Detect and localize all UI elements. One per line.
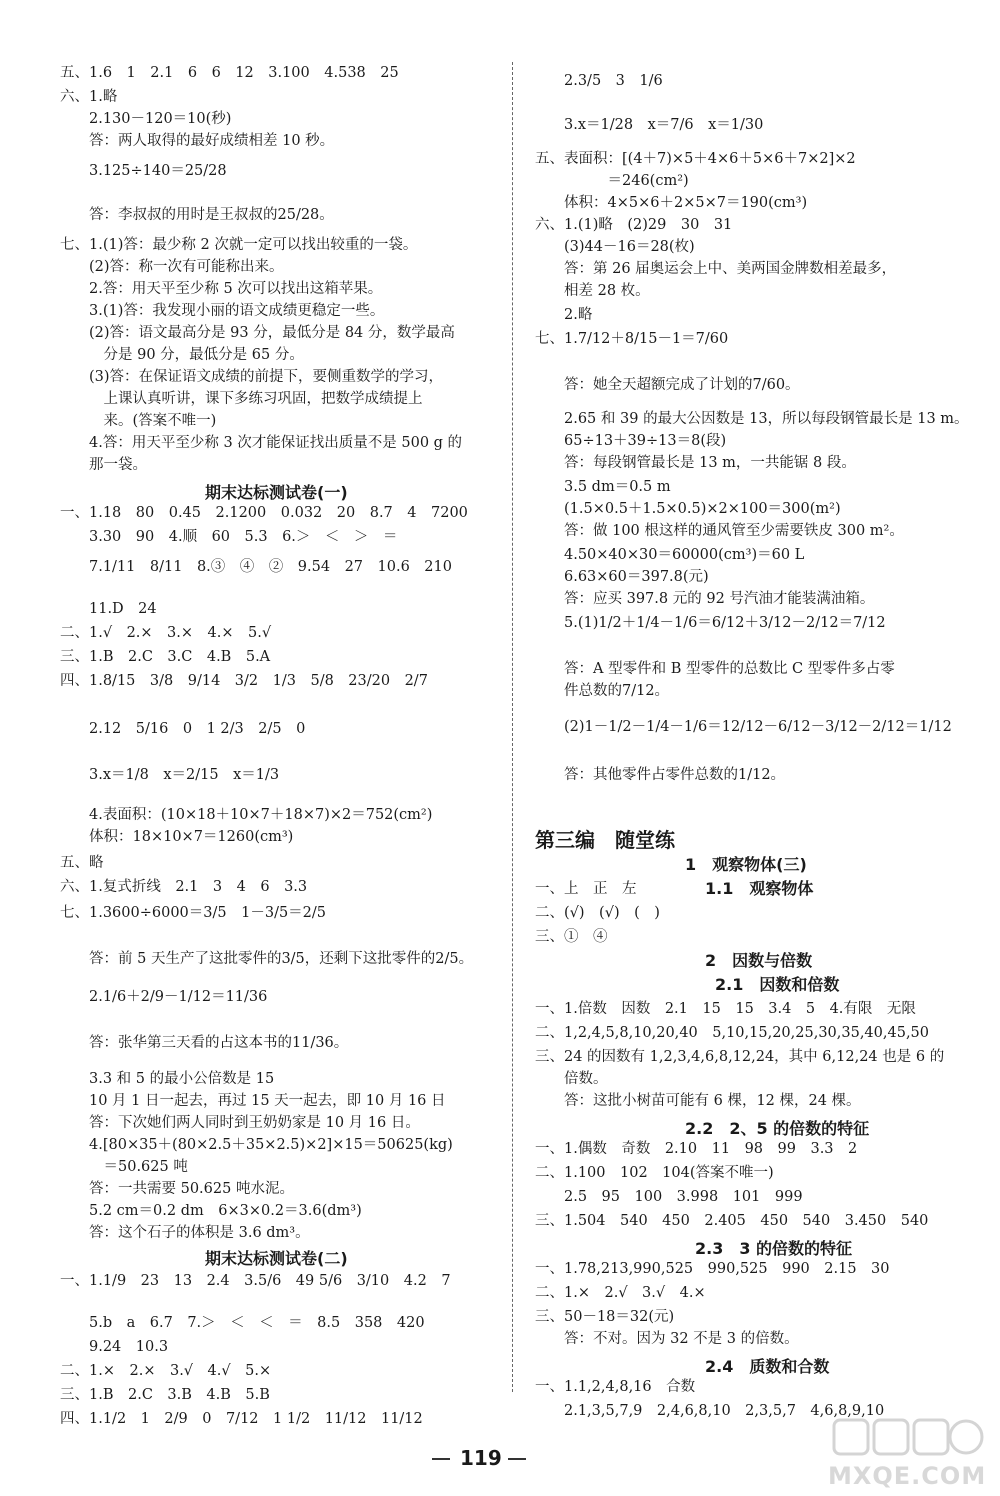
answer-line: 答：她全天超额完成了计划的7/60。 [535,377,800,393]
page-number-dash-right [508,1458,526,1460]
page-number: 119 [460,1446,502,1470]
answer-line: 答：A 型零件和 B 型零件的总数比 C 型零件多占零 [535,661,895,677]
answer-line: 答：其他零件占零件总数的1/12。 [535,767,786,783]
answer-line: 相差 28 枚。 [535,283,650,299]
section-title: 2.4 质数和合数 [705,1357,830,1376]
answer-line: 2.略 [535,307,593,323]
answer-line: 答：这个石子的体积是 3.6 dm³。 [60,1225,310,1241]
answer-line: 那一袋。 [60,457,147,473]
answer-line: 二、1.100 102 104(答案不唯一) [535,1165,774,1181]
answer-line: 一、1.18 80 0.45 2.1200 0.032 20 8.7 4 7200 [60,505,468,521]
answer-line: (3)答：在保证语文成绩的前提下，要侧重数学的学习， [60,369,444,385]
answer-line: 3.x＝1/28 x＝7/6 x＝1/30 [535,117,764,133]
watermark-text: MXQE.COM [828,1462,987,1490]
answer-line: 分是 90 分，最低分是 65 分。 [60,347,304,363]
answer-line: 3.x＝1/8 x＝2/15 x＝1/3 [60,767,280,783]
section-title: 1.1 观察物体 [705,879,814,898]
answer-line: 二、1,2,4,5,8,10,20,40 5,10,15,20,25,30,35,40,45,50 [535,1025,930,1041]
answer-line: 2.1/6＋2/9－1/12＝11/36 [60,989,268,1005]
answer-line: 二、1.× 2.× 3.√ 4.√ 5.× [60,1363,272,1379]
answer-line: (2)1－1/2－1/4－1/6＝12/12－6/12－3/12－2/12＝1/12 [535,719,952,735]
answer-line: 2.12 5/16 0 1 2/3 2/5 0 [60,721,306,737]
answer-line: 五、1.6 1 2.1 6 6 12 3.100 4.538 25 [60,65,399,81]
answer-line: 答：前 5 天生产了这批零件的3/5，还剩下这批零件的2/5。 [60,951,474,967]
answer-line: 五、表面积：[(4＋7)×5＋4×6＋5×6＋7×2]×2 [535,151,856,167]
answer-line: (2)答：语文最高分是 93 分，最低分是 84 分，数学最高 [60,325,455,341]
answer-line: 件总数的7/12。 [535,683,670,699]
page-number-dash-left [432,1458,450,1460]
answer-line: 答：下次她们两人同时到王奶奶家是 10 月 16 日。 [60,1115,420,1131]
answer-line: 二、(√) (√) ( ) [535,905,660,921]
answer-line: 4.答：用天平至少称 3 次才能保证找出质量不是 500 g 的 [60,435,463,451]
answer-line: 3.30 90 4.顺 60 5.3 6.＞ ＜ ＞ ＝ [60,529,398,545]
column-divider [512,62,513,1392]
answer-line: 六、1.复式折线 2.1 3 4 6 3.3 [60,879,308,895]
answer-line: 三、1.B 2.C 3.C 4.B 5.A [60,649,271,665]
answer-line: 答：李叔叔的用时是王叔叔的25/28。 [60,207,334,223]
answer-line: 七、1.3600÷6000＝3/5 1－3/5＝2/5 [60,905,327,921]
answer-line: 三、1.B 2.C 3.B 4.B 5.B [60,1387,270,1403]
section-title: 2 因数与倍数 [705,951,813,970]
answer-line: 答：做 100 根这样的通风管至少需要铁皮 300 m²。 [535,523,904,539]
answer-line: 3.(1)答：我发现小丽的语文成绩更稳定一些。 [60,303,385,319]
answer-line: 3.125÷140＝25/28 [60,163,227,179]
section-title: 2.1 因数和倍数 [715,975,840,994]
answer-line: 3.3 和 5 的最小公倍数是 15 [60,1071,275,1087]
answer-line: 三、1.504 540 450 2.405 450 540 3.450 540 [535,1213,929,1229]
answer-line: 一、1.1/9 23 13 2.4 3.5/6 49 5/6 3/10 4.2 7 [60,1273,451,1289]
answer-line: 四、1.8/15 3/8 9/14 3/2 1/3 5/8 23/20 2/7 [60,673,428,689]
section-title: 期末达标测试卷(一) [205,483,348,502]
answer-line: 上课认真听讲，课下多练习巩固，把数学成绩提上 [60,391,423,407]
section-title: 2.3 3 的倍数的特征 [695,1239,853,1258]
answer-line: 三、① ④ [535,929,608,945]
answer-line: 65÷13＋39÷13＝8(段) [535,433,727,449]
answer-line: 答：一共需要 50.625 吨水泥。 [60,1181,294,1197]
answer-line: 4.表面积：(10×18＋10×7＋18×7)×2＝752(cm²) [60,807,433,823]
answer-line: 答：不对。因为 32 不是 3 的倍数。 [535,1331,799,1347]
answer-line: 2.65 和 39 的最大公因数是 13，所以每段钢管最长是 13 m。 [535,411,969,427]
answer-line: 三、24 的因数有 1,2,3,4,6,8,12,24，其中 6,12,24 也是 6 的 [535,1049,945,1065]
answer-line: 5.b a 6.7 7.＞ ＜ ＜ ＝ 8.5 358 420 [60,1315,425,1331]
answer-line: 6.63×60＝397.8(元) [535,569,709,585]
answer-line: 4.[80×35＋(80×2.5＋35×2.5)×2]×15＝50625(kg) [60,1137,453,1153]
answer-line: (3)44－16＝28(枚) [535,239,695,255]
answer-line: 五、略 [60,855,104,871]
answer-line: 2.3/5 3 1/6 [535,73,663,89]
answer-line: 9.24 10.3 [60,1339,169,1355]
answer-line: ＝246(cm²) [535,173,689,189]
answer-line: (2)答：称一次有可能称出来。 [60,259,284,275]
section-title: 1 观察物体(三) [685,855,807,874]
answer-line: 2.答：用天平至少称 5 次可以找出这箱苹果。 [60,281,383,297]
section-title: 期末达标测试卷(二) [205,1249,348,1268]
answer-line: 2.5 95 100 3.998 101 999 [535,1189,803,1205]
answer-line: 三、50－18＝32(元) [535,1309,675,1325]
answer-line: 一、1.偶数 奇数 2.10 11 98 99 3.3 2 [535,1141,858,1157]
answer-line: 3.5 dm＝0.5 m [535,479,671,495]
answer-line: 六、1.(1)略 (2)29 30 31 [535,217,733,233]
answer-line: 六、1.略 [60,89,118,105]
section-title: 2.2 2、5 的倍数的特征 [685,1119,870,1138]
answer-line: 10 月 1 日一起去，再过 15 天一起去，即 10 月 16 日 [60,1093,446,1109]
answer-line: 答：每段钢管最长是 13 m，一共能锯 8 段。 [535,455,856,471]
answer-line: 体积：18×10×7＝1260(cm³) [60,829,294,845]
answer-line: 7.1/11 8/11 8.③ ④ ② 9.54 27 10.6 210 [60,559,452,575]
answer-line: 倍数。 [535,1071,608,1087]
answer-line: 二、1.× 2.√ 3.√ 4.× [535,1285,706,1301]
answer-line: 答：第 26 届奥运会上中、美两国金牌数相差最多， [535,261,897,277]
answer-line: 七、1.(1)答：最少称 2 次就一定可以找出较重的一袋。 [60,237,418,253]
answer-line: 一、1.倍数 因数 2.1 15 15 3.4 5 4.有限 无限 [535,1001,916,1017]
answer-line: 体积：4×5×6＋2×5×7＝190(cm³) [535,195,808,211]
section-title: 第三编 随堂练 [535,828,675,852]
answer-line: 答：这批小树苗可能有 6 棵，12 棵，24 棵。 [535,1093,861,1109]
answer-line: 2.130－120＝10(秒) [60,111,232,127]
answer-line: 七、1.7/12＋8/15－1＝7/60 [535,331,729,347]
answer-line: 一、1.78,213,990,525 990,525 990 2.15 30 [535,1261,890,1277]
answer-line: (1.5×0.5＋1.5×0.5)×2×100＝300(m²) [535,501,841,517]
answer-line: 11.D 24 [60,601,157,617]
answer-line: 来。(答案不唯一) [60,413,217,429]
answer-line: 答：应买 397.8 元的 92 号汽油才能装满油箱。 [535,591,875,607]
answer-line: 四、1.1/2 1 2/9 0 7/12 1 1/2 11/12 11/12 [60,1411,423,1427]
answer-line: 5.2 cm＝0.2 dm 6×3×0.2＝3.6(dm³) [60,1203,362,1219]
answer-line: 2.1,3,5,7,9 2,4,6,8,10 2,3,5,7 4,6,8,9,10 [535,1403,885,1419]
answer-line: 一、1.1,2,4,8,16 合数 [535,1379,696,1395]
answer-line: 答：张华第三天看的占这本书的11/36。 [60,1035,349,1051]
answer-line: ＝50.625 吨 [60,1159,188,1175]
answer-line: 二、1.√ 2.× 3.× 4.× 5.√ [60,625,272,641]
answer-line: 5.(1)1/2＋1/4－1/6＝6/12＋3/12－2/12＝7/12 [535,615,886,631]
answer-line: 答：两人取得的最好成绩相差 10 秒。 [60,133,335,149]
answer-line: 一、上 正 左 [535,881,637,897]
answer-line: 4.50×40×30＝60000(cm³)＝60 L [535,547,805,563]
